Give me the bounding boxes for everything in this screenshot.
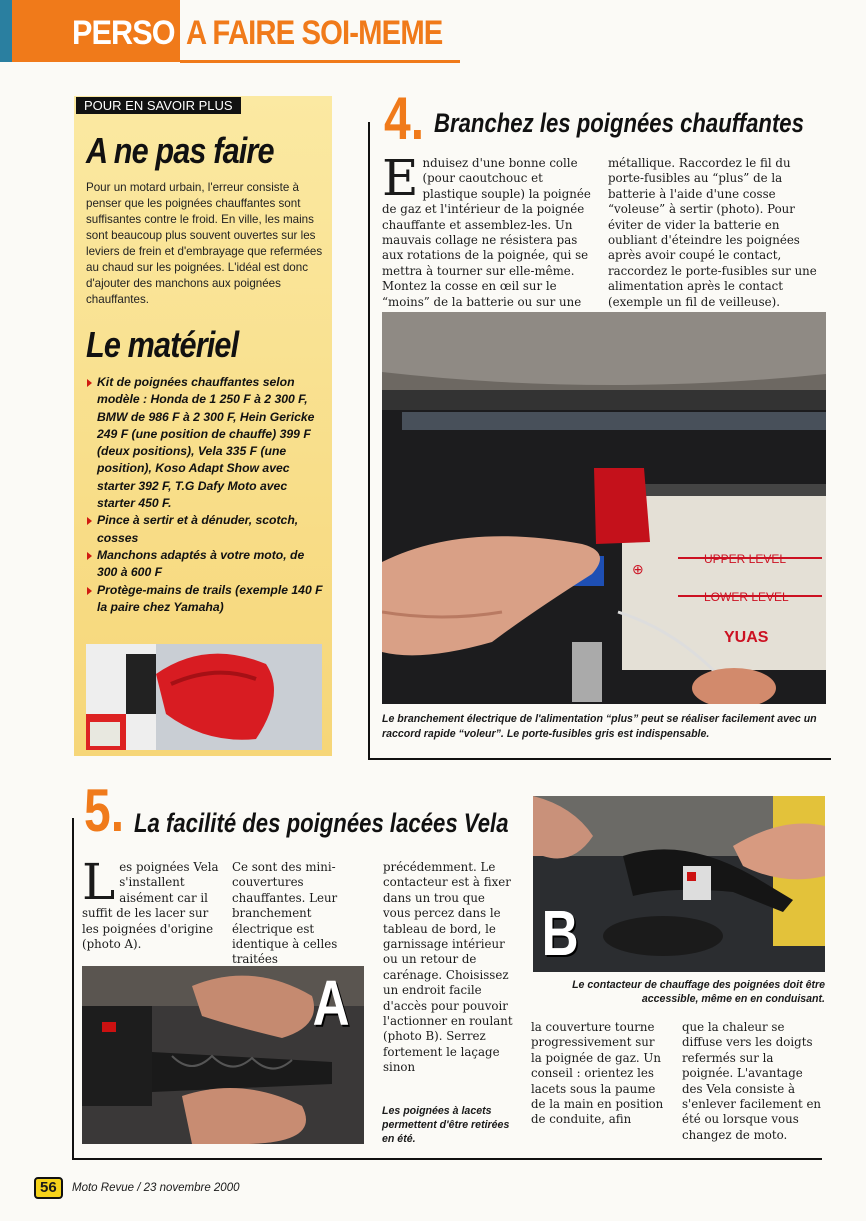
magazine-issue: Moto Revue / 23 novembre 2000 (72, 1182, 240, 1194)
photo-caption: Le branchement électrique de l'alimentation “plus” peut se réaliser facilement avec un raccord rapide “voleur”. Le porte-fusibles gris est indispensable. (382, 713, 817, 740)
photo-caption: Les poignées à lacets permettent d'être retirées en été. (382, 1105, 510, 1145)
column-rule (72, 818, 74, 1158)
sidebar-body: Pour un motard urbain, l'erreur consiste à penser que les poignées chauffantes sont suffisantes contre le froid. En ville, les mains sont beaucoup plus souvent ouvertes sur les leviers de frein et d'embrayage que refermées au chaud sur les poignées. L'idéal est donc d'ajouter des manchons aux poignées chauffantes. (86, 181, 323, 306)
handguard-photo (86, 644, 322, 750)
plus-terminal-icon: ⊕ (632, 561, 644, 577)
laced-grip-photo (82, 966, 364, 1144)
sidebar-title-material: Le matériel (86, 324, 239, 365)
battery-connection-photo (382, 312, 826, 704)
section-rule (368, 758, 831, 760)
material-list (86, 374, 326, 616)
list-item: Kit de poignées chauffantes selon modèle : Honda de 1 250 F à 2 300 F, BMW de 986 F à 2 300 F, Hein Gericke 249 F (une position de chauffe) 399 F (deux positions), Vela 335 F (une position), Koso Adapt Show avec starter 392 F, T.G Dafy Moto avec starter 450 F. (86, 374, 326, 512)
sidebar-title-warning: A ne pas faire (86, 130, 274, 171)
photo-letter: A (312, 967, 350, 1039)
list-item: Manchons adaptés à votre moto, de 300 à 600 F (86, 547, 326, 582)
text-column: précédemment. Le contacteur est à fixer dans un trou que vous percez dans le tableau de bord, le garnissage intérieur ou un retour de carénage. Choisissez un endroit facile d'accès pour pouvoir l'actionner en roulant (photo B). Serrez fortement le laçage sinon (383, 860, 513, 1075)
header-underline (180, 60, 460, 63)
step-number: 5. (84, 777, 125, 844)
text-column: métallique. Raccordez le fil du porte-fusibles au “plus” de la batterie à l'aide d'une cosse “voleuse” à sertir (photo). Pour éviter de vider la batterie en oubliant d'éteindre les poignées après avoir coupé le contact, raccordez le porte-fusibles sur une alimentation après le contact (exemple un fil de veilleuse). (608, 156, 817, 309)
section-rule (72, 1158, 822, 1160)
photo-letter: B (541, 897, 579, 969)
battery-brand: YUAS (724, 629, 769, 646)
text-column (82, 853, 220, 952)
text-column: Ce sont des mini-couvertures chauffantes. Leur branchement électrique est identique à celles traitées (232, 860, 338, 967)
page-number: 56 (34, 1177, 63, 1199)
list-item: Protège-mains de trails (exemple 140 F la paire chez Yamaha) (86, 582, 326, 617)
text-column: la couverture tourne progressivement sur la poignée de gaz. Un conseil : orientez les lacets sous la paume de la main en position de conduite, afin (531, 1020, 664, 1127)
battery-lower-label: LOWER LEVEL (704, 590, 789, 604)
rubrique-label: PERSO (72, 14, 175, 52)
step-number: 4. (384, 85, 425, 152)
photo-caption: Le contacteur de chauffage des poignées doit être accessible, même en en conduisant. (572, 979, 825, 1005)
section-label: A FAIRE SOI-MEME (186, 14, 443, 52)
step-title: Branchez les poignées chauffantes (434, 108, 804, 138)
column-rule (368, 122, 370, 760)
text-column (382, 149, 592, 325)
step-title: La facilité des poignées lacées Vela (134, 808, 509, 838)
drop-cap: E (382, 149, 419, 207)
sidebar-tag: POUR EN SAVOIR PLUS (76, 97, 241, 114)
list-item: Pince à sertir et à dénuder, scotch, cosses (86, 512, 326, 547)
switch-photo (533, 796, 825, 972)
battery-upper-label: UPPER LEVEL (704, 552, 787, 566)
paragraph: es poignées Vela s'installent aisément car il suffit de les lacer sur les poignées d'origine (photo A). (82, 860, 219, 952)
text-column: que la chaleur se diffuse vers les doigts refermés sur la poignée. L'avantage des Vela consiste à s'enlever facilement en été ou lorsque vous changez de moto. (682, 1020, 822, 1142)
drop-cap: L (82, 853, 116, 911)
header-edge-strip (0, 0, 12, 62)
paragraph: nduisez d'une bonne colle (pour caoutchouc et plastique souple) la poignée de gaz et l'intérieur de la poignée chauffante et assemblez-les. Un mauvais collage ne résistera pas aux rotations de la poignée, qui se mettra à tourner sur elle-même. Montez la cosse en œil sur le “moins” de la batterie ou sur une (382, 156, 591, 309)
